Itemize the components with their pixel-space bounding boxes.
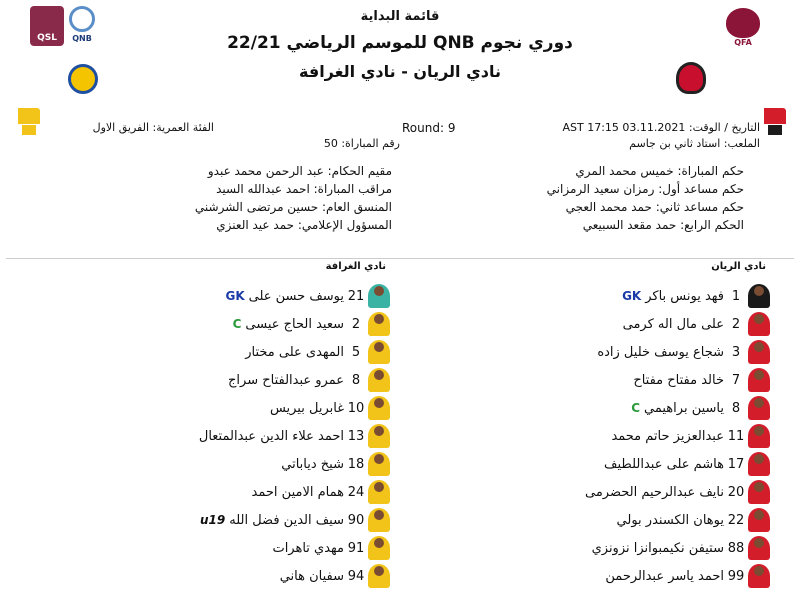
player-photo <box>748 424 770 448</box>
league-title: دوري نجوم QNB للموسم الرياضي 22/21 <box>227 33 573 53</box>
player-name: شجاع يوسف خليل زاده <box>597 344 724 360</box>
al-rayyan-crest <box>676 62 706 94</box>
player-name: فهد يونس باكر <box>645 288 724 304</box>
player-name: يوهان الكسندر بولي <box>616 512 724 528</box>
qfa-logo-label: QFA <box>734 38 752 47</box>
officials-left <box>132 164 392 236</box>
home-player-row <box>420 506 770 534</box>
home-player-row <box>420 338 770 366</box>
player-name: شيخ دياباتي <box>281 456 344 472</box>
player-number: 90 <box>347 512 365 528</box>
player-number: 17 <box>727 456 745 472</box>
player-number: 18 <box>347 456 365 472</box>
player-number: 5 <box>351 344 361 360</box>
al-rayyan-kit-icon <box>764 108 786 140</box>
home-player-row <box>420 310 770 338</box>
away-player-row <box>40 394 390 422</box>
player-number: 8 <box>351 372 361 388</box>
qnb-ring-icon <box>69 6 95 32</box>
captain-badge: C <box>232 317 242 331</box>
player-number: 88 <box>727 540 745 556</box>
player-photo <box>368 424 390 448</box>
match-round: Round: 9 <box>402 121 456 135</box>
player-number: 91 <box>347 540 365 556</box>
player-name: على مال اله كرمى <box>622 316 724 332</box>
player-name: ستيفن نكيمبوانزا نزونزي <box>591 540 724 556</box>
player-number: 24 <box>347 484 365 500</box>
away-player-row <box>40 506 390 534</box>
home-player-row <box>420 394 770 422</box>
player-photo <box>748 508 770 532</box>
player-number: 1 <box>731 288 741 304</box>
player-photo <box>748 312 770 336</box>
player-photo <box>748 564 770 588</box>
player-name: هاشم على عبداللطيف <box>604 456 724 472</box>
match-title: نادي الريان - نادي الغرافة <box>299 62 501 81</box>
away-player-row <box>40 422 390 450</box>
player-number: 13 <box>347 428 365 444</box>
player-number: 7 <box>731 372 741 388</box>
away-player-row <box>40 282 390 310</box>
goalkeeper-badge: GK <box>225 289 245 303</box>
player-name: سعيد الحاج عيسى <box>245 316 344 332</box>
home-player-row <box>420 562 770 590</box>
official-assistant-2: حكم مساعد ثاني: حمد محمد العجي <box>565 200 744 214</box>
player-number: 2 <box>351 316 361 332</box>
player-name: يوسف حسن على <box>248 288 344 304</box>
away-lineup <box>40 282 390 590</box>
player-photo <box>368 396 390 420</box>
player-photo <box>368 312 390 336</box>
player-number: 3 <box>731 344 741 360</box>
away-player-row <box>40 450 390 478</box>
away-player-row <box>40 562 390 590</box>
player-number: 8 <box>731 400 741 416</box>
player-name: غابريل بيريس <box>269 400 344 416</box>
home-player-row <box>420 478 770 506</box>
match-stadium: الملعب: استاد ثاني بن جاسم <box>629 137 760 150</box>
player-photo <box>368 368 390 392</box>
player-number: 11 <box>727 428 745 444</box>
officials-right <box>484 164 744 236</box>
official-commissioner: مراقب المباراة: احمد عبدالله السيد <box>216 182 392 196</box>
away-player-row <box>40 478 390 506</box>
captain-badge: C <box>631 401 641 415</box>
u19-badge: u19 <box>199 513 226 527</box>
home-player-row <box>420 450 770 478</box>
away-player-row <box>40 310 390 338</box>
away-team-header: نادي الغرافة <box>325 261 386 272</box>
section-divider <box>6 258 794 259</box>
player-name: مهدي تاهرات <box>272 540 344 556</box>
qnb-stars-league-logo <box>64 6 100 50</box>
official-media: المسؤول الإعلامي: حمد عيد العنزي <box>216 218 392 232</box>
home-player-row <box>420 282 770 310</box>
home-player-row <box>420 534 770 562</box>
player-name: سفيان هاني <box>279 568 344 584</box>
player-photo <box>748 536 770 560</box>
match-number: رقم المباراة: 50 <box>323 137 400 150</box>
home-player-row <box>420 366 770 394</box>
player-name: احمد ياسر عبدالرحمن <box>605 568 724 584</box>
player-number: 22 <box>727 512 745 528</box>
qfa-shield-icon <box>726 8 760 38</box>
player-photo <box>368 508 390 532</box>
player-photo <box>748 284 770 308</box>
player-number: 99 <box>727 568 745 584</box>
qsl-logo <box>30 6 64 46</box>
player-number: 20 <box>727 484 745 500</box>
player-photo <box>748 368 770 392</box>
player-photo <box>748 480 770 504</box>
player-photo <box>748 340 770 364</box>
player-name: المهدى على مختار <box>245 344 344 360</box>
al-gharafa-crest <box>68 64 98 94</box>
goalkeeper-badge: GK <box>622 289 642 303</box>
age-category: الفئة العمرية: الفريق الاول <box>92 121 214 134</box>
official-coordinator: المنسق العام: حسين مرتضى الشرشني <box>194 200 392 214</box>
qnb-logo-label: QNB <box>72 34 92 43</box>
player-number: 10 <box>347 400 365 416</box>
home-team-header: نادي الريان <box>711 261 766 272</box>
player-name: سيف الدين فضل الله <box>229 512 344 528</box>
page-title: قائمة البداية <box>360 9 440 24</box>
player-photo <box>368 340 390 364</box>
qsl-logo-label: QSL <box>37 33 57 43</box>
player-number: 2 <box>731 316 741 332</box>
official-fourth: الحكم الرابع: حمد مقعد السبيعي <box>582 218 744 232</box>
player-photo <box>748 452 770 476</box>
home-player-row <box>420 422 770 450</box>
player-name: احمد علاء الدين عبدالمتعال <box>198 428 344 444</box>
player-number: 21 <box>347 288 365 304</box>
al-gharafa-kit-icon <box>18 108 40 140</box>
match-datetime: التاريخ / الوقت: 03.11.2021 AST 17:15 <box>562 121 760 134</box>
player-photo <box>368 284 390 308</box>
player-name: خالد مفتاح مفتاح <box>633 372 724 388</box>
player-photo <box>368 564 390 588</box>
official-assessor: مقيم الحكام: عبد الرحمن محمد عبدو <box>207 164 392 178</box>
player-name: همام الامين احمد <box>251 484 344 500</box>
player-name: عمرو عبدالفتاح سراج <box>228 372 344 388</box>
player-photo <box>368 480 390 504</box>
home-lineup <box>420 282 770 590</box>
player-photo <box>748 396 770 420</box>
player-photo <box>368 536 390 560</box>
player-number: 94 <box>347 568 365 584</box>
player-name: نايف عبدالرحيم الحضرمى <box>585 484 724 500</box>
qfa-logo <box>722 8 764 54</box>
official-assistant-1: حكم مساعد أول: رمزان سعيد الرمزاني <box>546 182 744 196</box>
official-referee: حكم المباراة: خميس محمد المري <box>575 164 744 178</box>
away-player-row <box>40 534 390 562</box>
player-photo <box>368 452 390 476</box>
away-player-row <box>40 366 390 394</box>
away-player-row <box>40 338 390 366</box>
player-name: ياسين براهيمي <box>644 400 724 416</box>
player-name: عبدالعزيز حاتم محمد <box>611 428 724 444</box>
